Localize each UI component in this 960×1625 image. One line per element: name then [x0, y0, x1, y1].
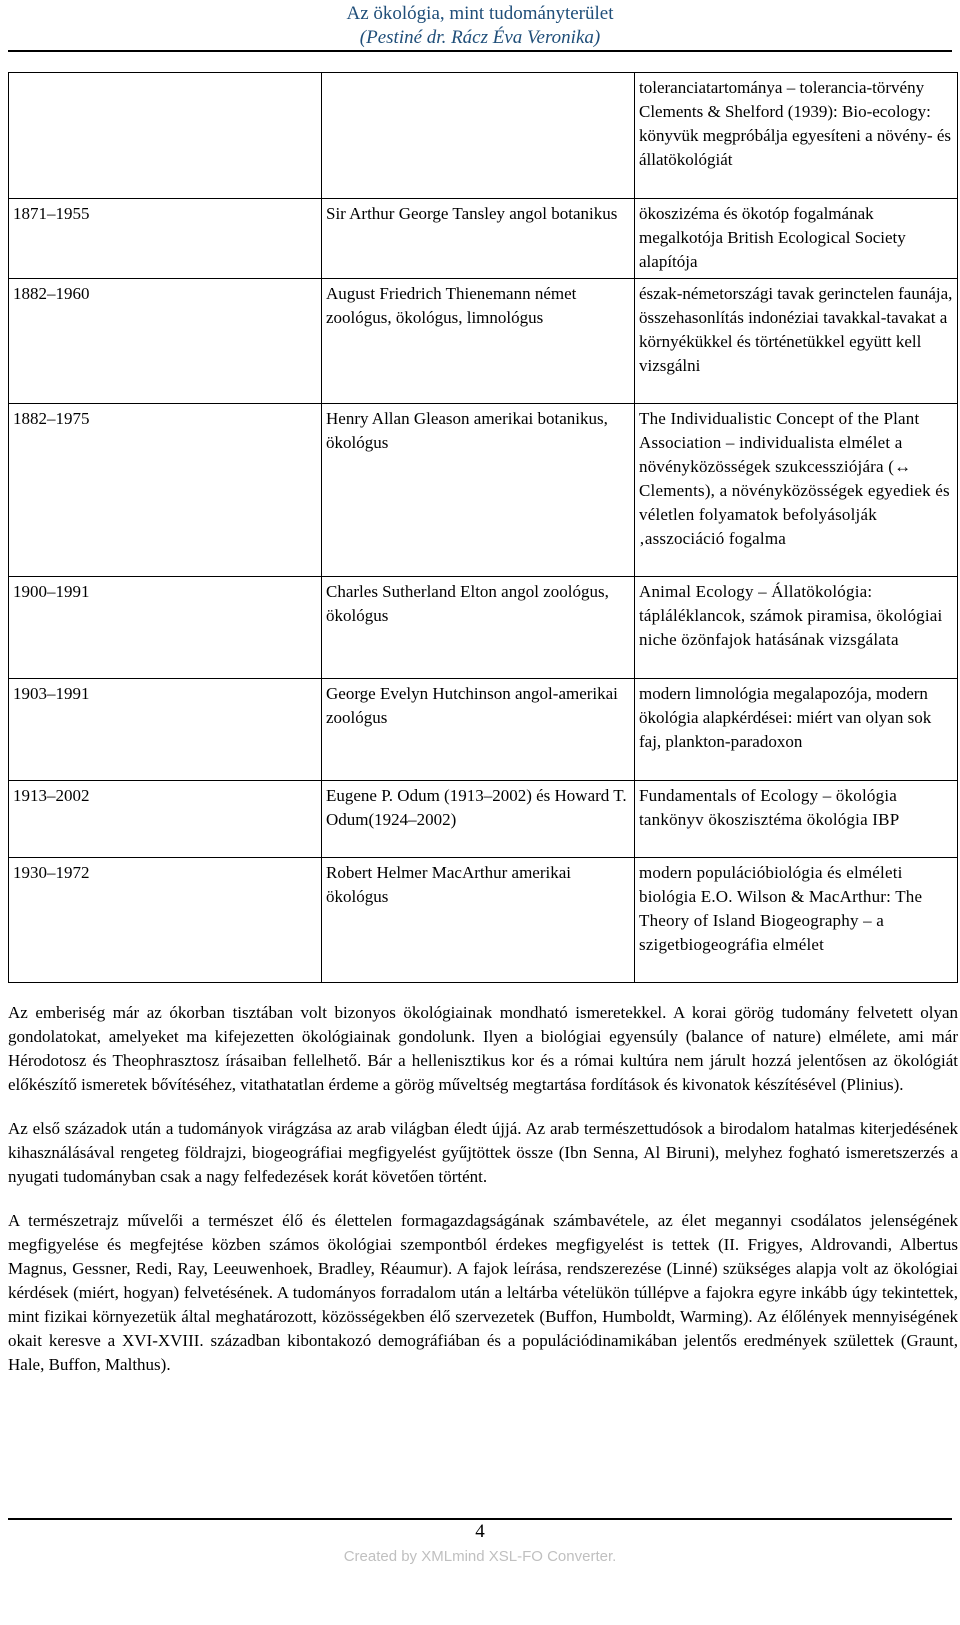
table-row [9, 279, 958, 404]
document-title: Az ökológia, mint tudományterület [346, 3, 614, 24]
page-number: 4 [475, 1521, 485, 1542]
table-cell-years [9, 73, 322, 199]
running-header [0, 0, 960, 50]
table-cell-contribution: modern limnológia megalapozója, modern ökológia alapkérdései: miért van olyan sok faj, plankton-paradoxon [635, 679, 958, 781]
table-cell-person [322, 73, 635, 199]
table-cell-contribution: ökoszizéma és ökotóp fogalmának megalkotója British Ecological Society alapítója [635, 199, 958, 279]
table-cell-years: 1903–1991 [9, 679, 322, 781]
table-cell-person: Henry Allan Gleason amerikai botanikus, ökológus [322, 404, 635, 577]
paragraph: Az emberiség már az ókorban tisztában volt bizonyos ökológiainak mondható ismeretekkel. A korai görög tudomány felvetett olyan gondolatokat, amelyeket ma kifejezetten ökológiainak gondolunk. Ilyen a biológiai egyensúly (balance of nature) elmélete, ami már Hérodotosz és Theophrasztosz írásaiban fellelhető. Bár a hellenisztikus kor és a római kultúra nem járult hozzá jelentősen az ökológiát előkészítő ismeretek bővítéséhez, vitathatatlan érdeme a görög műveltség megtartása fordítások és kivonatok készítésével (Plinius). [8, 1003, 958, 1094]
ecologists-timeline-table [8, 72, 958, 983]
table-cell-contribution: Animal Ecology – Állatökológia: tápláléklancok, számok piramisa, ökológiai niche özönfajok hatásának vizsgálata [635, 577, 958, 679]
table-cell-contribution: The Individualistic Concept of the Plant Association – individualista elmélet a növényközösségek szukcessziójára (↔ Clements), a növényközösségek egyediek és véletlen folyamatok befolyásolják ‚asszociáció fogalma [635, 404, 958, 577]
table-cell-contribution: modern populációbiológia és elméleti biológia E.O. Wilson & MacArthur: The Theory of Island Biogeography – a szigetbiogeográfia elmélet [635, 858, 958, 983]
table-cell-contribution: toleranciatartománya – tolerancia-törvény Clements & Shelford (1939): Bio-ecology: könyvük megpróbálja egyesíteni a növény- és állatökológiát [635, 73, 958, 199]
table-cell-person: George Evelyn Hutchinson angol-amerikai zoológus [322, 679, 635, 781]
table-cell-years: 1882–1975 [9, 404, 322, 577]
body-text [8, 1001, 958, 1397]
table-row [9, 199, 958, 279]
table-cell-years: 1882–1960 [9, 279, 322, 404]
converter-watermark: Created by XMLmind XSL-FO Converter. [343, 1548, 617, 1565]
table-row [9, 781, 958, 858]
table-cell-person: August Friedrich Thienemann német zoológus, ökológus, limnológus [322, 279, 635, 404]
table-cell-person: Robert Helmer MacArthur amerikai ökológus [322, 858, 635, 983]
table-cell-contribution: Fundamentals of Ecology – ökológia tankönyv ökoszisztéma ökológia IBP [635, 781, 958, 858]
table-cell-years: 1930–1972 [9, 858, 322, 983]
table-row [9, 577, 958, 679]
table-row [9, 404, 958, 577]
document-author: (Pestiné dr. Rácz Éva Veronika) [359, 27, 601, 48]
table-cell-person: Sir Arthur George Tansley angol botanikus [322, 199, 635, 279]
table-cell-person: Eugene P. Odum (1913–2002) és Howard T. Odum(1924–2002) [322, 781, 635, 858]
table-cell-years: 1913–2002 [9, 781, 322, 858]
paragraph: Az első századok után a tudományok virágzása az arab világban éledt újjá. Az arab természettudósok a birodalom hatalmas kiterjedésének kihasználásával rengeteg földrajzi, biogeográfiai megfigyelést gyűjtöttek össze (Ibn Senna, Al Biruni), melyhez fogható ismeretszerzés a nyugati tudományban csak a nagy felfedezések korát követően történt. [8, 1119, 958, 1186]
table-row [9, 858, 958, 983]
table-cell-contribution: észak-németországi tavak gerinctelen faunája, összehasonlítás indonéziai tavakkal-tavakat a környékükkel és történetükkel együtt kell vizsgálni [635, 279, 958, 404]
table-cell-person: Charles Sutherland Elton angol zoológus, ökológus [322, 577, 635, 679]
table-row [9, 73, 958, 199]
paragraph: A természetrajz művelői a természet élő és élettelen formagazdagságának számbavétele, az élet megannyi csodálatos jelenségének megfigyelése és megfejtése közben számos ökológiai szempontból érdekes megfigyelést is tettek (II. Frigyes, Aldrovandi, Albertus Magnus, Gessner, Redi, Ray, Leeuwenhoek, Bradley, Réaumur). A fajok leírása, rendszerezése (Linné) szükséges alapja volt az ökológiai kérdések (miért, hogyan) felvetésének. A tudományos forradalom után a leltárba vételükön túllépve a fajokra egyre inkább úgy tekintettek, mint fizikai környezetük által meghatározott, közösségekben élő szervezetek (Buffon, Humboldt, Warming). Az élőlények mennyiségének okait keresve a XVI-XVIII. században kibontakozó demográfiában és a populációdinamikában jelentős eredmények születtek (Graunt, Hale, Buffon, Malthus). [8, 1211, 958, 1374]
table-cell-years: 1871–1955 [9, 199, 322, 279]
table-row [9, 679, 958, 781]
table-cell-years: 1900–1991 [9, 577, 322, 679]
header-rule [8, 50, 952, 52]
